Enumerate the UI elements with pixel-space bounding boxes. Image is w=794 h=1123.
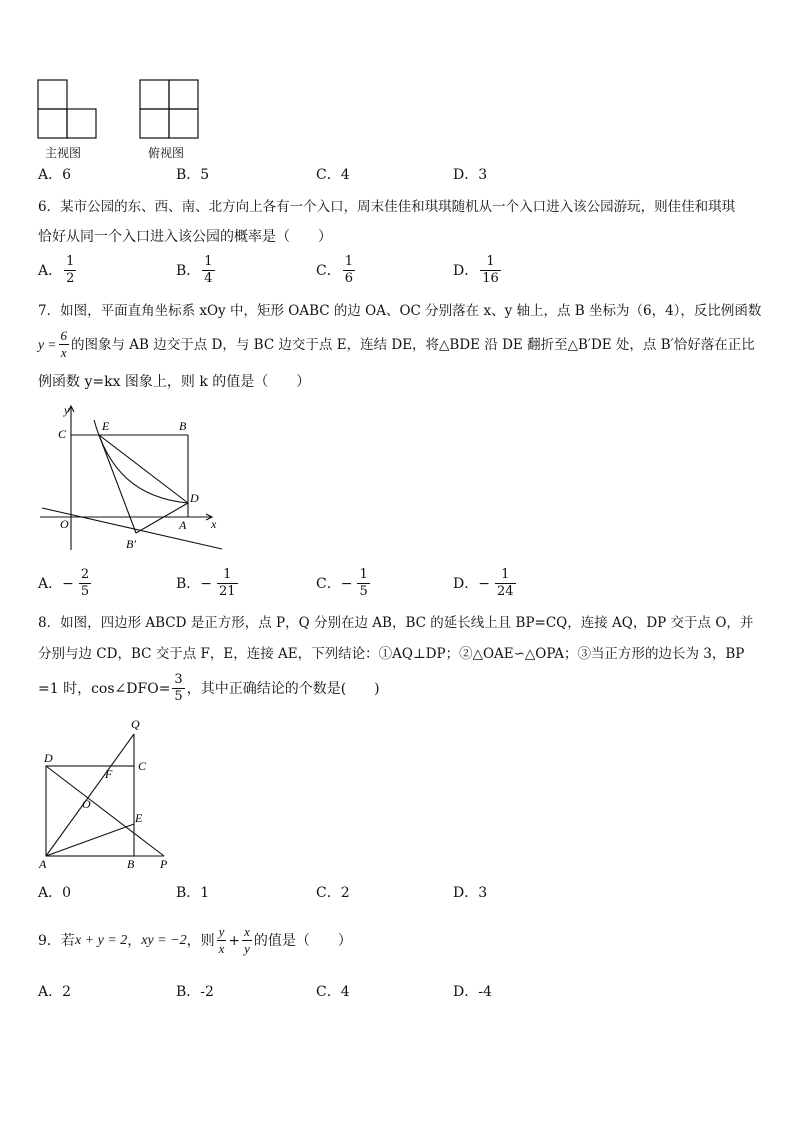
q8-stem-line2: 分别与边 CD，BC 交于点 F，E，连接 AE，下列结论：①AQ⊥DP；②△OAE∽△OPA；③当正方形的边长为 3，BP xyxy=(38,646,745,662)
svg-text:Q: Q xyxy=(131,717,140,731)
fraction: $\frac{2}{5}$ xyxy=(80,567,90,599)
svg-text:A: A xyxy=(39,857,47,870)
q8-stem-line1: 8．如图，四边形 ABCD 是正方形，点 P，Q 分别在边 AB，BC 的延长线上且 BP=CQ，连接 AQ，DP 交于点 O，并 xyxy=(38,615,754,631)
q7-option-a[interactable]: A． − $\frac{2}{5}$ xyxy=(38,567,90,599)
q9-option-d[interactable]: D．-4 xyxy=(453,984,492,1000)
q6-stem-line2: 恰好从同一个入口进入该公园的概率是（ ） xyxy=(38,229,332,245)
fraction: $\frac{6}{x}$ xyxy=(60,328,67,360)
q8-figure xyxy=(34,712,184,870)
q8-option-d[interactable]: D．3 xyxy=(453,885,488,901)
fraction: $\frac{1}{6}$ xyxy=(344,254,353,286)
fraction: $\frac{1}{5}$ xyxy=(359,567,368,599)
q7-option-c[interactable]: C． − $\frac{1}{5}$ xyxy=(316,567,368,599)
svg-text:O: O xyxy=(82,797,91,811)
svg-text:O: O xyxy=(60,517,69,531)
svg-text:E: E xyxy=(135,811,143,825)
fraction: $\frac{1}{4}$ xyxy=(204,254,213,286)
fraction: $\frac{1}{16}$ xyxy=(482,254,499,286)
q5-option-b[interactable]: B．5 xyxy=(176,167,210,183)
fraction: $\frac{x}{y}$ xyxy=(244,924,250,956)
fraction: $\frac{3}{5}$ xyxy=(174,672,183,704)
svg-text:C: C xyxy=(58,427,67,441)
q8-stem-line3: =1 时，cos∠DFO= $\frac{3}{5}$ ，其中正确结论的个数是( ) xyxy=(38,672,380,704)
q7-option-d[interactable]: D． − $\frac{1}{24}$ xyxy=(453,567,514,599)
q7-option-b[interactable]: B． − $\frac{1}{21}$ xyxy=(176,567,236,599)
q6-option-b[interactable]: B． $\frac{1}{4}$ xyxy=(176,254,213,286)
q6-option-a[interactable]: A． $\frac{1}{2}$ xyxy=(38,254,75,286)
svg-text:A: A xyxy=(179,518,187,532)
q5-option-d[interactable]: D．3 xyxy=(453,167,488,183)
q5-option-a[interactable]: A．6 xyxy=(38,167,72,183)
svg-text:y: y xyxy=(64,403,70,417)
svg-text:D: D xyxy=(190,491,199,505)
q7-stem-line3: 例函数 y=kx 图象上，则 k 的值是（ ） xyxy=(38,374,311,390)
fraction: $\frac{y}{x}$ xyxy=(218,924,225,956)
q5-option-c[interactable]: C．4 xyxy=(316,167,350,183)
svg-text:B: B xyxy=(179,419,187,433)
svg-text:C: C xyxy=(138,759,147,773)
q8-option-c[interactable]: C．2 xyxy=(316,885,350,901)
svg-text:B: B xyxy=(127,857,135,870)
q9-option-a[interactable]: A．2 xyxy=(38,984,72,1000)
svg-text:x: x xyxy=(211,517,217,531)
top-view-caption: 俯视图 xyxy=(148,146,185,160)
front-view-figure xyxy=(36,78,100,140)
fraction: $\frac{1}{21}$ xyxy=(219,567,236,599)
q6-option-d[interactable]: D． $\frac{1}{16}$ xyxy=(453,254,499,286)
q7-figure xyxy=(36,400,226,560)
q9-option-b[interactable]: B．-2 xyxy=(176,984,214,1000)
svg-text:E: E xyxy=(102,419,110,433)
q7-stem-line1: 7．如图，平面直角坐标系 xOy 中，矩形 OABC 的边 OA、OC 分别落在 x、y 轴上，点 B 坐标为（6，4），反比例函数 xyxy=(38,303,762,319)
q6-stem-line1: 6．某市公园的东、西、南、北方向上各有一个入口，周末佳佳和琪琪随机从一个入口进入该公园游玩，则佳佳和琪琪 xyxy=(38,199,736,215)
q8-option-b[interactable]: B．1 xyxy=(176,885,210,901)
svg-text:P: P xyxy=(160,857,168,870)
q6-option-c[interactable]: C． $\frac{1}{6}$ xyxy=(316,254,353,286)
fraction: $\frac{1}{2}$ xyxy=(66,254,75,286)
fraction: $\frac{1}{24}$ xyxy=(496,567,514,599)
svg-text:B′: B′ xyxy=(126,537,136,551)
q9-stem: 9．若 x + y = 2 ， xy = −2 ，则 $\frac{y}{x}$ + $\frac{x}{y}$ 的值是（ ） xyxy=(38,924,352,956)
q8-option-a[interactable]: A．0 xyxy=(38,885,72,901)
q7-stem-line2: y = $\frac{6}{x}$ 的图象与 AB 边交于点 D，与 BC 边交于点 E，连结 DE，将△BDE 沿 DE 翻折至△B′DE 处，点 B′恰好落在正比 xyxy=(38,328,755,360)
svg-text:F: F xyxy=(105,767,113,781)
top-view-figure xyxy=(138,78,202,140)
svg-text:D: D xyxy=(44,751,53,765)
front-view-caption: 主视图 xyxy=(45,146,82,160)
q9-option-c[interactable]: C．4 xyxy=(316,984,350,1000)
